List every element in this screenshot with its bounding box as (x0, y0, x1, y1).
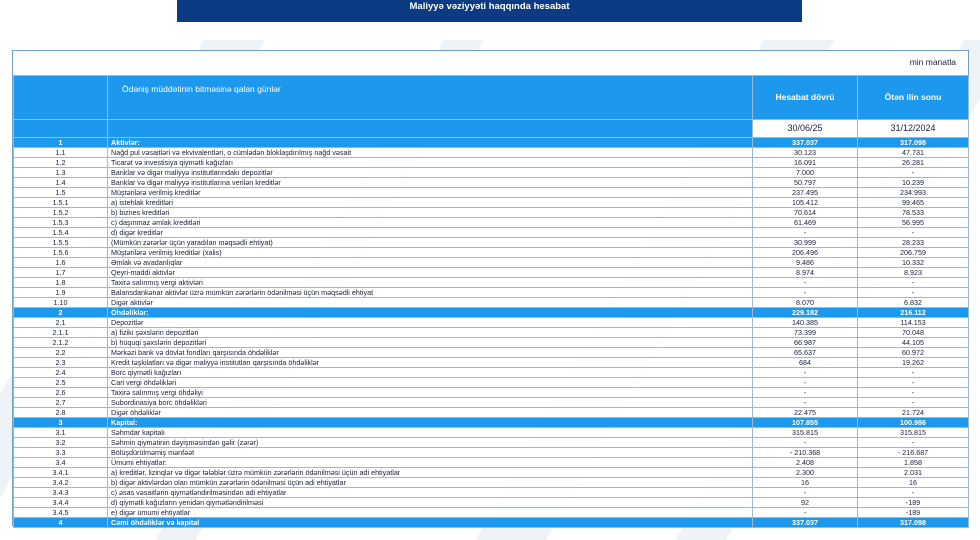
row-label: (Mümkün zərərlər üçün yaradılan məqsədli ehtiyat) (108, 238, 753, 248)
row-label: Subordinasiya borc öhdəlikləri (108, 398, 753, 408)
section-row (14, 138, 969, 148)
table-row (14, 488, 969, 498)
row-label: Aktivlər: (108, 138, 753, 148)
row-label: b) hüquqi şəxslərin depozitləri (108, 338, 753, 348)
row-label: d) qiymətli kağızların yenidən qiymətləndirilməsi (108, 498, 753, 508)
table-row (14, 228, 969, 238)
row-current-value: 16 (753, 478, 858, 488)
row-current-value: 65.637 (753, 348, 858, 358)
row-label: a) kreditlər, lizinqlər və digər tələblər üzrə mümkün zərərlərin ödənilməsi üçün adi ehtiyatlar (108, 468, 753, 478)
row-label: Cəmi öhdəliklər və kapital (108, 518, 753, 528)
row-prior-value: 99.465 (858, 198, 969, 208)
row-current-value: - 210.368 (753, 448, 858, 458)
table-row (14, 498, 969, 508)
row-current-value: 337.037 (753, 138, 858, 148)
row-prior-value: 10.332 (858, 258, 969, 268)
row-label: b) biznes kreditləri (108, 208, 753, 218)
row-code: 1.5 (14, 188, 108, 198)
row-current-value: 206.496 (753, 248, 858, 258)
row-code: 1.3 (14, 168, 108, 178)
row-current-value: - (753, 398, 858, 408)
row-label: Ümumi ehtiyatlar: (108, 458, 753, 468)
row-code: 1.10 (14, 298, 108, 308)
table-row (14, 368, 969, 378)
row-label: Kredit təşkilatları və digər maliyyə institutları qarşısında öhdəliklər (108, 358, 753, 368)
row-code: 1.5.5 (14, 238, 108, 248)
row-current-value: - (753, 438, 858, 448)
table-row (14, 478, 969, 488)
row-current-value: 16.091 (753, 158, 858, 168)
row-current-value: - (753, 488, 858, 498)
row-code: 3.2 (14, 438, 108, 448)
table-row (14, 358, 969, 368)
table-row (14, 318, 969, 328)
row-code: 2.1.1 (14, 328, 108, 338)
row-prior-value: 1.858 (858, 458, 969, 468)
row-prior-value: - (858, 168, 969, 178)
row-code: 1 (14, 138, 108, 148)
row-current-value: - (753, 228, 858, 238)
row-prior-value: 28.233 (858, 238, 969, 248)
row-code: 1.7 (14, 268, 108, 278)
row-prior-value: 2.031 (858, 468, 969, 478)
row-prior-value: -189 (858, 498, 969, 508)
row-current-value: - (753, 278, 858, 288)
table-row (14, 208, 969, 218)
table-row (14, 288, 969, 298)
row-current-value: 315.815 (753, 428, 858, 438)
row-code: 1.5.3 (14, 218, 108, 228)
unit-label: min manatla (909, 57, 956, 67)
row-prior-value: 70.048 (858, 328, 969, 338)
row-label: Digər öhdəliklər (108, 408, 753, 418)
row-code: 3.1 (14, 428, 108, 438)
row-label: Kapital: (108, 418, 753, 428)
row-code: 1.4 (14, 178, 108, 188)
row-prior-value: 100.986 (858, 418, 969, 428)
row-label: Müştərilərə verilmiş kreditlər (108, 188, 753, 198)
table-date-row (14, 120, 969, 138)
row-prior-value: 206.759 (858, 248, 969, 258)
table-row (14, 338, 969, 348)
row-label: Balansdankənar aktivlər üzrə mümkün zərərlərin ödənilməsi üçün məqsədli ehtiyat (108, 288, 753, 298)
row-code: 3 (14, 418, 108, 428)
row-code: 1.9 (14, 288, 108, 298)
header-code-cell (14, 76, 108, 120)
row-label: a) fiziki şəxslərin depozitləri (108, 328, 753, 338)
table-row (14, 148, 969, 158)
section-row (14, 418, 969, 428)
row-code: 2 (14, 308, 108, 318)
table-row (14, 458, 969, 468)
row-prior-value: 317.098 (858, 138, 969, 148)
row-current-value: 30.999 (753, 238, 858, 248)
row-prior-value: 317.098 (858, 518, 969, 528)
row-label: d) digər kreditlər (108, 228, 753, 238)
row-current-value: 107.855 (753, 418, 858, 428)
row-prior-value: 60.972 (858, 348, 969, 358)
section-row (14, 308, 969, 318)
row-current-value: 2.408 (753, 458, 858, 468)
row-code: 1.6 (14, 258, 108, 268)
balance-sheet-table (13, 75, 969, 528)
row-current-value: 50.797 (753, 178, 858, 188)
row-prior-value: - (858, 288, 969, 298)
row-prior-value: 16 (858, 478, 969, 488)
row-code: 3.4.5 (14, 508, 108, 518)
row-code: 3.4.1 (14, 468, 108, 478)
row-label: Əmlak və avadanlıqlar (108, 258, 753, 268)
row-label: Digər aktivlər (108, 298, 753, 308)
row-label: Səhmdar kapitalı (108, 428, 753, 438)
row-prior-value: - (858, 438, 969, 448)
date-label-cell (108, 120, 753, 138)
row-prior-value: 21.724 (858, 408, 969, 418)
row-current-value: - (753, 288, 858, 298)
table-row (14, 328, 969, 338)
table-row (14, 508, 969, 518)
table-row (14, 278, 969, 288)
row-prior-value: 10.239 (858, 178, 969, 188)
row-label: Banklar və digər maliyyə institutlarındakı depozitlər (108, 168, 753, 178)
table-row (14, 348, 969, 358)
row-code: 2.1.2 (14, 338, 108, 348)
row-current-value: 66.987 (753, 338, 858, 348)
row-prior-value: 26.281 (858, 158, 969, 168)
row-code: 1.5.6 (14, 248, 108, 258)
row-current-value: - (753, 368, 858, 378)
table-row (14, 408, 969, 418)
row-prior-value: - (858, 378, 969, 388)
row-code: 4 (14, 518, 108, 528)
row-label: Müştərilərə verilmiş kreditlər (xalis) (108, 248, 753, 258)
row-label: Səhmin qiymətinin dəyişməsindən gəlir (zərər) (108, 438, 753, 448)
row-code: 1.2 (14, 158, 108, 168)
row-label: Taxirə salınmış vergi öhdəliyi (108, 388, 753, 398)
table-row (14, 168, 969, 178)
row-current-value: 237.495 (753, 188, 858, 198)
header-current-period: Hesabat dövrü (753, 76, 858, 120)
row-current-value: - (753, 508, 858, 518)
table-header-row (14, 76, 969, 120)
date-prior: 31/12/2024 (858, 120, 969, 138)
row-label: Ticarət və investisiya qiymətli kağızları (108, 158, 753, 168)
date-code-cell (14, 120, 108, 138)
row-prior-value: - (858, 398, 969, 408)
row-label: Depozitlər (108, 318, 753, 328)
row-prior-value: 8.923 (858, 268, 969, 278)
row-code: 1.1 (14, 148, 108, 158)
row-label: Mərkəzi bank və dövlət fondları qarşısında öhdəliklər (108, 348, 753, 358)
row-current-value: 8.070 (753, 298, 858, 308)
row-code: 2.6 (14, 388, 108, 398)
table-row (14, 238, 969, 248)
table-row (14, 198, 969, 208)
row-code: 2.2 (14, 348, 108, 358)
table-row (14, 158, 969, 168)
row-current-value: - (753, 378, 858, 388)
row-prior-value: 216.112 (858, 308, 969, 318)
row-current-value: 73.399 (753, 328, 858, 338)
section-row (14, 518, 969, 528)
row-label: Qeyri-maddi aktivlər (108, 268, 753, 278)
row-code: 3.3 (14, 448, 108, 458)
row-code: 2.1 (14, 318, 108, 328)
row-prior-value: 47.731 (858, 148, 969, 158)
row-label: Cari vergi öhdəlikləri (108, 378, 753, 388)
row-label: Nağd pul vəsaitləri və ekvivalentləri, o cümlədən bloklaşdırılmış nağd vəsait (108, 148, 753, 158)
table-row (14, 448, 969, 458)
row-current-value: 22.475 (753, 408, 858, 418)
row-code: 2.7 (14, 398, 108, 408)
table-row (14, 178, 969, 188)
row-current-value: 684 (753, 358, 858, 368)
table-row (14, 218, 969, 228)
row-code: 3.4.4 (14, 498, 108, 508)
row-code: 3.4.2 (14, 478, 108, 488)
date-current: 30/06/25 (753, 120, 858, 138)
row-prior-value: 315.815 (858, 428, 969, 438)
row-label: Borc qiymətli kağızları (108, 368, 753, 378)
row-current-value: 7.000 (753, 168, 858, 178)
row-prior-value: - (858, 388, 969, 398)
row-current-value: 92 (753, 498, 858, 508)
row-prior-value: 234.993 (858, 188, 969, 198)
row-current-value: 30.123 (753, 148, 858, 158)
table-row (14, 468, 969, 478)
header-label-cell: Ödəniş müddətinin bitməsinə qalan günlər (108, 76, 753, 120)
row-code: 2.8 (14, 408, 108, 418)
row-prior-value: - (858, 488, 969, 498)
row-current-value: 70.614 (753, 208, 858, 218)
row-label: Öhdəliklər: (108, 308, 753, 318)
row-current-value: 337.037 (753, 518, 858, 528)
row-code: 2.4 (14, 368, 108, 378)
table-row (14, 258, 969, 268)
row-label: c) daşınmaz əmlak kreditləri (108, 218, 753, 228)
row-label: c) əsas vəsaitlərin qiymətləndirilməsindən adi ehtiyatlar (108, 488, 753, 498)
row-prior-value: - (858, 368, 969, 378)
row-prior-value: 114.153 (858, 318, 969, 328)
row-prior-value: 19.262 (858, 358, 969, 368)
row-label: Bölüşdürülməmiş mənfəət (108, 448, 753, 458)
row-code: 2.5 (14, 378, 108, 388)
row-prior-value: - (858, 228, 969, 238)
row-prior-value: 44.105 (858, 338, 969, 348)
row-code: 1.5.2 (14, 208, 108, 218)
row-current-value: 229.182 (753, 308, 858, 318)
report-title: Maliyyə vəziyyəti haqqında hesabat (177, 0, 802, 22)
row-code: 2.3 (14, 358, 108, 368)
row-prior-value: 56.995 (858, 218, 969, 228)
row-label: a) istehlak kreditləri (108, 198, 753, 208)
table-row (14, 388, 969, 398)
row-label: e) digər ümumi ehtiyatlar (108, 508, 753, 518)
table-row (14, 248, 969, 258)
row-code: 1.5.4 (14, 228, 108, 238)
row-label: Taxirə salınmış vergi aktivləri (108, 278, 753, 288)
row-label: b) digər aktivlərdən olan mümkün zərərlərin ödənilməsi üçün adi ehtiyatlar (108, 478, 753, 488)
row-label: Banklar və digər maliyyə institutlarına verilən kreditlər (108, 178, 753, 188)
table-row (14, 428, 969, 438)
row-prior-value: -189 (858, 508, 969, 518)
row-current-value: 140.385 (753, 318, 858, 328)
row-prior-value: 78.533 (858, 208, 969, 218)
row-current-value: 61.469 (753, 218, 858, 228)
table-row (14, 378, 969, 388)
table-row (14, 438, 969, 448)
row-current-value: 2.300 (753, 468, 858, 478)
row-prior-value: - 216.687 (858, 448, 969, 458)
table-row (14, 188, 969, 198)
table-row (14, 268, 969, 278)
row-current-value: 105.412 (753, 198, 858, 208)
header-prior-period: Ötən ilin sonu (858, 76, 969, 120)
row-code: 1.8 (14, 278, 108, 288)
table-row (14, 298, 969, 308)
row-prior-value: 6.832 (858, 298, 969, 308)
row-current-value: - (753, 388, 858, 398)
table-row (14, 398, 969, 408)
row-code: 3.4.3 (14, 488, 108, 498)
row-code: 1.5.1 (14, 198, 108, 208)
row-code: 3.4 (14, 458, 108, 468)
row-current-value: 8.974 (753, 268, 858, 278)
row-current-value: 9.486 (753, 258, 858, 268)
row-prior-value: - (858, 278, 969, 288)
